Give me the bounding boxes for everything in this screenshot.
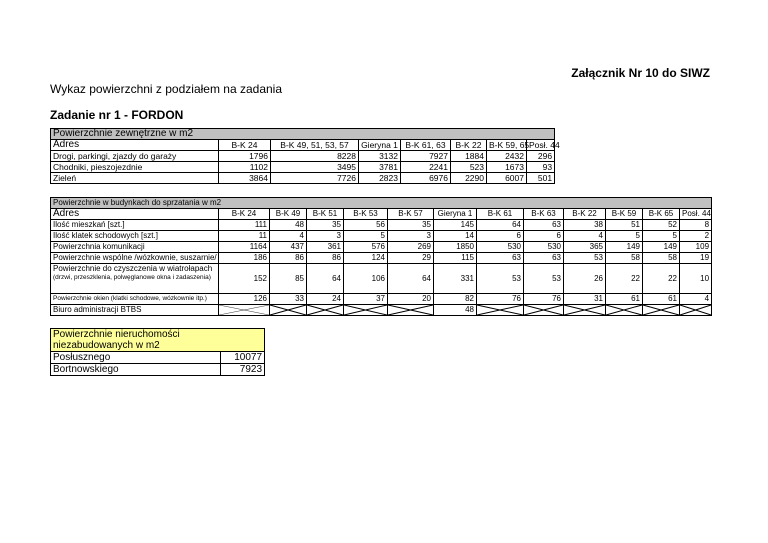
cell-value: 2 xyxy=(680,231,712,242)
cell-value: 6 xyxy=(477,231,524,242)
cell-value: 2290 xyxy=(451,173,487,184)
table-row xyxy=(51,242,712,253)
cell-value: 4 xyxy=(680,294,712,305)
row-label: Drogi, parkingi, zjazdy do garaży xyxy=(51,151,219,162)
table-row xyxy=(51,151,555,162)
cell-value: 35 xyxy=(307,220,344,231)
document-title: Wykaz powierzchni z podziałem na zadania xyxy=(50,82,283,96)
column-header: B-K 57 xyxy=(388,209,434,220)
cell-value: 501 xyxy=(527,173,555,184)
cell-value: 115 xyxy=(434,253,477,264)
cell-value: 11 xyxy=(219,231,270,242)
row-label: Ilość mieszkań [szt.] xyxy=(51,220,219,231)
cell-value: 64 xyxy=(307,264,344,294)
row-label: Powierzchnia komunikacji xyxy=(51,242,219,253)
column-header: B-K 63 xyxy=(524,209,564,220)
column-header: Adres xyxy=(51,140,219,151)
external-surfaces-table xyxy=(50,128,560,184)
cell-value: 1850 xyxy=(434,242,477,253)
cell-value: 149 xyxy=(643,242,680,253)
row-sublabel: (drzwi, przeszklenia, polwęglanowe okna i zadaszenia) xyxy=(53,274,211,281)
cell-value: 124 xyxy=(344,253,388,264)
task-title: Zadanie nr 1 - FORDON xyxy=(50,108,184,122)
cell-value: 26 xyxy=(564,264,606,294)
cell-value: 63 xyxy=(477,253,524,264)
cell-value: 76 xyxy=(477,294,524,305)
table-row xyxy=(51,294,712,305)
cell-value: 22 xyxy=(643,264,680,294)
cell-value: 38 xyxy=(564,220,606,231)
cell-value: 576 xyxy=(344,242,388,253)
cell-value: 82 xyxy=(434,294,477,305)
cell-value: 48 xyxy=(434,305,477,316)
crossed-cell xyxy=(524,305,564,316)
table-row xyxy=(51,264,712,294)
cell-value: 6 xyxy=(524,231,564,242)
row-label: Posłusznego xyxy=(51,352,221,364)
cell-value: 58 xyxy=(606,253,643,264)
cell-value: 56 xyxy=(344,220,388,231)
cell-value: 64 xyxy=(477,220,524,231)
crossed-cell xyxy=(564,305,606,316)
cell-value: 186 xyxy=(219,253,270,264)
undeveloped-land-table xyxy=(50,328,265,376)
table-row xyxy=(51,162,555,173)
cell-value: 63 xyxy=(524,253,564,264)
cell-value: 5 xyxy=(606,231,643,242)
table-row xyxy=(51,173,555,184)
cell-value: 3864 xyxy=(219,173,271,184)
cell-value: 7726 xyxy=(271,173,359,184)
cell-value: 126 xyxy=(219,294,270,305)
column-header: Adres xyxy=(51,209,219,220)
cell-value: 86 xyxy=(270,253,307,264)
crossed-cell xyxy=(270,305,307,316)
column-header: B-K 22 xyxy=(564,209,606,220)
cell-value: 7927 xyxy=(401,151,451,162)
cell-value: 437 xyxy=(270,242,307,253)
column-header: Posł. 44 xyxy=(680,209,712,220)
column-header: B-K 65 xyxy=(643,209,680,220)
row-label: Zieleń xyxy=(51,173,219,184)
crossed-cell xyxy=(606,305,643,316)
cell-value: 1884 xyxy=(451,151,487,162)
cell-value: 19 xyxy=(680,253,712,264)
column-header: B-K 24 xyxy=(219,209,270,220)
column-header: B-K 61 xyxy=(477,209,524,220)
table2-title: Powierzchnie w budynkach do sprzatania w m2 xyxy=(51,198,712,209)
cell-value: 85 xyxy=(270,264,307,294)
column-header: B-K 53 xyxy=(344,209,388,220)
cell-value: 3132 xyxy=(359,151,401,162)
cell-value: 37 xyxy=(344,294,388,305)
cell-value: 1164 xyxy=(219,242,270,253)
cell-value: 4 xyxy=(564,231,606,242)
crossed-cell xyxy=(388,305,434,316)
cell-value: 63 xyxy=(524,220,564,231)
cell-value: 35 xyxy=(388,220,434,231)
cell-value: 1673 xyxy=(487,162,527,173)
cell-value: 48 xyxy=(270,220,307,231)
crossed-cell xyxy=(643,305,680,316)
column-header: B-K 49, 51, 53, 57 xyxy=(271,140,359,151)
column-header: B-K 49 xyxy=(270,209,307,220)
column-header: Gieryna 1 xyxy=(359,140,401,151)
cell-value: 10 xyxy=(680,264,712,294)
cell-value: 361 xyxy=(307,242,344,253)
cell-value: 6007 xyxy=(487,173,527,184)
cell-value: 109 xyxy=(680,242,712,253)
table1-title: Powierzchnie zewnętrzne w m2 xyxy=(51,129,555,140)
table-row xyxy=(51,364,265,376)
cell-value: 61 xyxy=(606,294,643,305)
cell-value: 86 xyxy=(307,253,344,264)
cell-value: 20 xyxy=(388,294,434,305)
column-header: B-K 24 xyxy=(219,140,271,151)
cell-value: 296 xyxy=(527,151,555,162)
cell-value: 365 xyxy=(564,242,606,253)
cell-value: 64 xyxy=(388,264,434,294)
cell-value: 51 xyxy=(606,220,643,231)
cell-value: 24 xyxy=(307,294,344,305)
cell-value: 331 xyxy=(434,264,477,294)
cell-value: 22 xyxy=(606,264,643,294)
interior-surfaces-table xyxy=(50,197,712,316)
cell-value: 1796 xyxy=(219,151,271,162)
cell-value: 5 xyxy=(643,231,680,242)
cell-value: 76 xyxy=(524,294,564,305)
cell-value: 1102 xyxy=(219,162,271,173)
cell-value: 269 xyxy=(388,242,434,253)
row-label: Ilość klatek schodowych [szt.] xyxy=(51,231,219,242)
cell-value: 58 xyxy=(643,253,680,264)
cell-value: 2432 xyxy=(487,151,527,162)
table3-title: Powierzchnie nieruchomości niezabudowanych w m2 xyxy=(51,329,265,352)
table-row xyxy=(51,253,712,264)
cell-value: 6976 xyxy=(401,173,451,184)
cell-value: 52 xyxy=(643,220,680,231)
row-label: Bortnowskiego xyxy=(51,364,221,376)
crossed-cell xyxy=(344,305,388,316)
crossed-cell xyxy=(680,305,712,316)
row-label: Powierzchnie okien (klatki schodowe, wózkownie itp.) xyxy=(51,294,219,305)
column-header: B-K 59, 65 xyxy=(487,140,527,151)
cell-value: 5 xyxy=(344,231,388,242)
cell-value: 8 xyxy=(680,220,712,231)
row-label: Chodniki, pieszojezdnie xyxy=(51,162,219,173)
row-label: Biuro administracji BTBS xyxy=(51,305,219,316)
cell-value: 29 xyxy=(388,253,434,264)
crossed-cell xyxy=(219,305,270,316)
table-row xyxy=(51,305,712,316)
row-label: Powierzchnie do czyszczenia w wiatrołapach xyxy=(53,264,213,273)
cell-value: 93 xyxy=(527,162,555,173)
table-row xyxy=(51,220,712,231)
row-label-cell xyxy=(51,264,219,294)
cell-value: 3 xyxy=(388,231,434,242)
cell-value: 4 xyxy=(270,231,307,242)
row-label: Powierzchnie wspólne /wózkownie, suszarnie/ xyxy=(51,253,219,264)
cell-value: 145 xyxy=(434,220,477,231)
cell-value: 523 xyxy=(451,162,487,173)
cell-value: 53 xyxy=(524,264,564,294)
table-row xyxy=(51,352,265,364)
cell-value: 530 xyxy=(477,242,524,253)
column-header: B-K 61, 63 xyxy=(401,140,451,151)
cell-value: 14 xyxy=(434,231,477,242)
table1-header-row xyxy=(51,140,555,151)
attachment-label: Załącznik Nr 10 do SIWZ xyxy=(571,66,710,80)
cell-value: 61 xyxy=(643,294,680,305)
cell-value: 530 xyxy=(524,242,564,253)
cell-value: 3 xyxy=(307,231,344,242)
column-header: B-K 22 xyxy=(451,140,487,151)
crossed-cell xyxy=(477,305,524,316)
cell-value: 111 xyxy=(219,220,270,231)
column-header: B-K 51 xyxy=(307,209,344,220)
cell-value: 3495 xyxy=(271,162,359,173)
cell-value: 3781 xyxy=(359,162,401,173)
cell-value: 53 xyxy=(564,253,606,264)
crossed-cell xyxy=(307,305,344,316)
column-header: B-K 59 xyxy=(606,209,643,220)
cell-value: 149 xyxy=(606,242,643,253)
table2-header-row xyxy=(51,209,712,220)
cell-value: 8228 xyxy=(271,151,359,162)
cell-value: 31 xyxy=(564,294,606,305)
table-row xyxy=(51,231,712,242)
column-header: Posł. 44 xyxy=(527,140,555,151)
cell-value: 7923 xyxy=(221,364,265,376)
cell-value: 152 xyxy=(219,264,270,294)
cell-value: 2241 xyxy=(401,162,451,173)
cell-value: 106 xyxy=(344,264,388,294)
cell-value: 10077 xyxy=(221,352,265,364)
column-header: Gieryna 1 xyxy=(434,209,477,220)
cell-value: 53 xyxy=(477,264,524,294)
cell-value: 33 xyxy=(270,294,307,305)
cell-value: 2823 xyxy=(359,173,401,184)
